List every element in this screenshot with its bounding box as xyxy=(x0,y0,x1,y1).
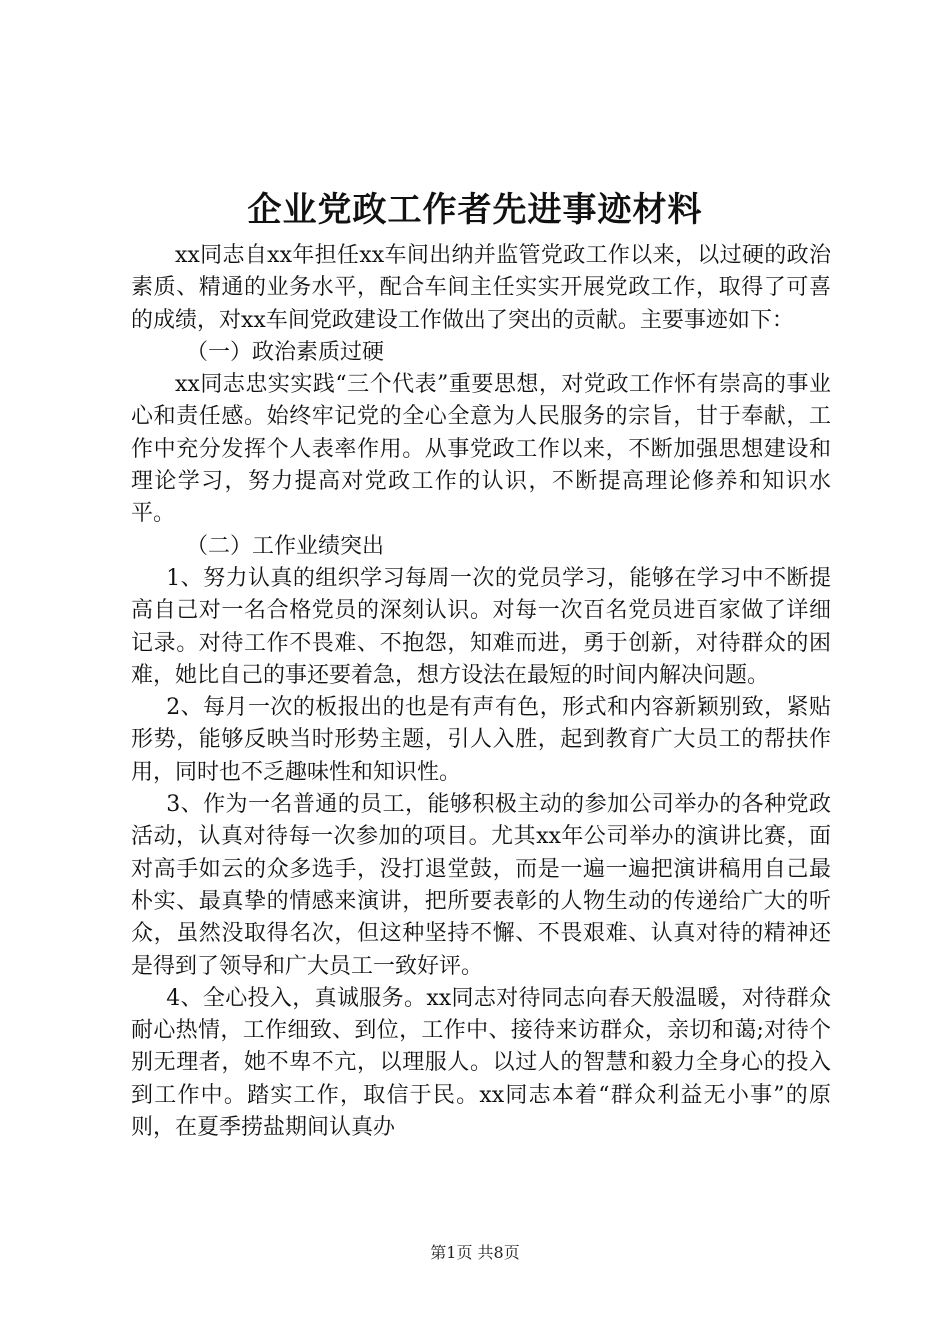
document-title: 企业党政工作者先进事迹材料 xyxy=(247,190,703,230)
document-body xyxy=(131,240,831,1144)
paragraph-item-1: 1、努力认真的组织学习每周一次的党员学习，能够在学习中不断提高自己对一名合格党员的深刻认识。对每一次百名党员进百家做了详细记录。对待工作不畏难、不抱怨，知难而进，勇于创新，对待群众的困难，她比自己的事还要着急，想方设法在最短的时间内解决问题。 xyxy=(131,565,831,688)
paragraph-item-3: 3、作为一名普通的员工，能够积极主动的参加公司举办的各种党政活动，认真对待每一次参加的项目。尤其xx年公司举办的演讲比赛，面对高手如云的众多选手，没打退堂鼓，而是一遍一遍把演讲稿用自己最朴实、最真挚的情感来演讲，把所要表彰的人物生动的传递给广大的听众，虽然没取得名次，但这种坚持不懈、不畏艰难、认真对待的精神还是得到了领导和广大员工一致好评。 xyxy=(131,792,831,979)
paragraph-item-2: 2、每月一次的板报出的也是有声有色，形式和内容新颖别致，紧贴形势，能够反映当时形势主题，引人入胜，起到教育广大员工的帮扶作用，同时也不乏趣味性和知识性。 xyxy=(131,695,831,785)
paragraph-item-4: 4、全心投入，真诚服务。xx同志对待同志向春天般温暖，对待群众耐心热情，工作细致、到位，工作中、接待来访群众，亲切和蔼;对待个别无理者，她不卑不亢，以理服人。以过人的智慧和毅力全身心的投入到工作中。踏实工作，取信于民。xx同志本着“群众利益无小事”的原则，在夏季捞盐期间认真办 xyxy=(131,985,831,1141)
page-number-footer: 第1页 共8页 xyxy=(430,1243,520,1262)
section-heading-2: （二）工作业绩突出 xyxy=(186,533,385,559)
paragraph-intro: xx同志自xx年担任xx车间出纳并监管党政工作以来，以过硬的政治素质、精通的业务水平，配合车间主任实实开展党政工作，取得了可喜的成绩，对xx车间党政建设工作做出了突出的贡献。主要事迹如下： xyxy=(131,243,831,333)
section-heading-1: （一）政治素质过硬 xyxy=(186,339,385,365)
paragraph-political: xx同志忠实实践“三个代表”重要思想，对党政工作怀有崇高的事业心和责任感。始终牢记党的全心全意为人民服务的宗旨，甘于奉献，工作中充分发挥个人表率作用。从事党政工作以来，不断加强思想建设和理论学习，努力提高对党政工作的认识，不断提高理论修养和知识水平。 xyxy=(131,372,831,527)
